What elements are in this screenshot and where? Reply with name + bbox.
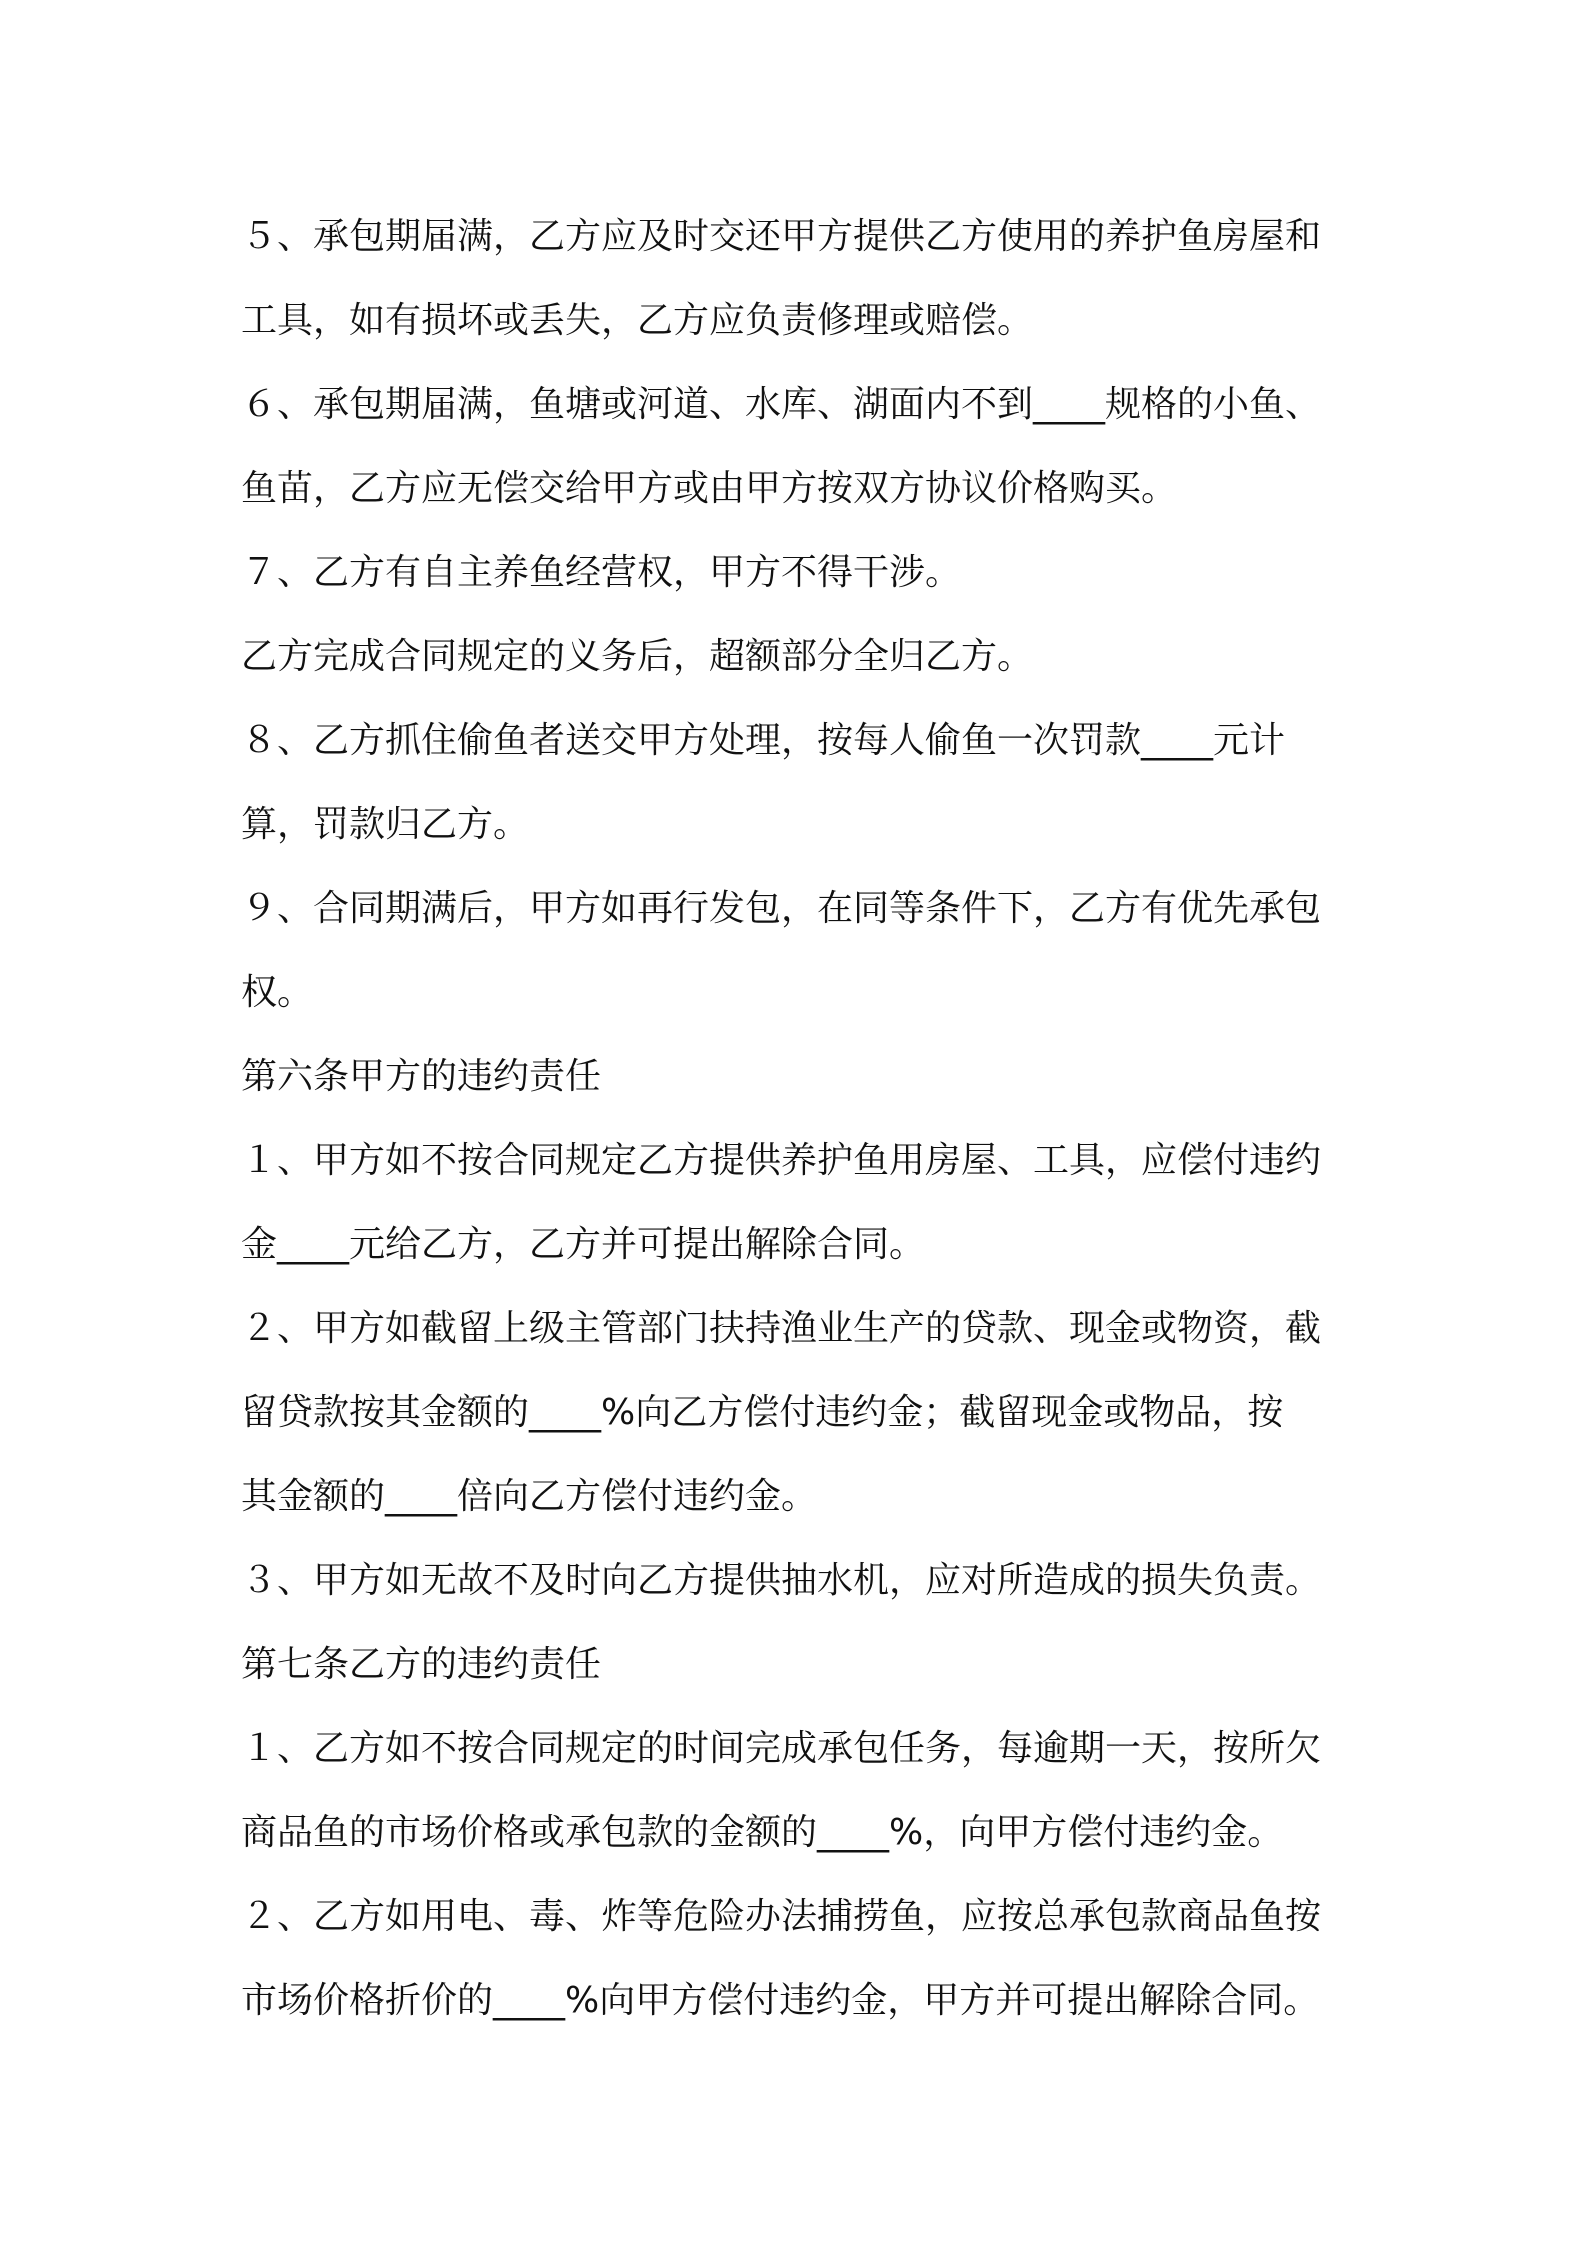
text-line: ７、乙方有自主养鱼经营权，甲方不得干涉。 <box>241 552 962 593</box>
text-line: ３、甲方如无故不及时向乙方提供抽水机，应对所造成的损失负责。 <box>241 1560 1322 1601</box>
text-line: 鱼苗，乙方应无偿交给甲方或由甲方按双方协议价格购买。 <box>241 468 1178 509</box>
text-line: 留贷款按其金额的____%向乙方偿付违约金；截留现金或物品，按 <box>241 1392 1284 1433</box>
text-line: 乙方完成合同规定的义务后，超额部分全归乙方。 <box>241 636 1034 677</box>
text-line: １、甲方如不按合同规定乙方提供养护鱼用房屋、工具，应偿付违约 <box>241 1140 1322 1181</box>
contract-text <box>241 195 1361 2043</box>
text-line: ９、合同期满后，甲方如再行发包，在同等条件下，乙方有优先承包 <box>241 888 1322 929</box>
text-line: 金____元给乙方，乙方并可提出解除合同。 <box>241 1224 926 1265</box>
text-line: 市场价格折价的____%向甲方偿付违约金，甲方并可提出解除合同。 <box>241 1980 1320 2021</box>
text-line: ５、承包期届满，乙方应及时交还甲方提供乙方使用的养护鱼房屋和 <box>241 216 1322 257</box>
text-line: 工具，如有损坏或丢失，乙方应负责修理或赔偿。 <box>241 300 1034 341</box>
text-line: 其金额的____倍向乙方偿付违约金。 <box>241 1476 818 1517</box>
text-line: 商品鱼的市场价格或承包款的金额的____%，向甲方偿付违约金。 <box>241 1812 1284 1853</box>
text-line: 算，罚款归乙方。 <box>241 804 530 845</box>
text-line: １、乙方如不按合同规定的时间完成承包任务，每逾期一天，按所欠 <box>241 1728 1322 1769</box>
section-heading: 第七条乙方的违约责任 <box>241 1644 602 1685</box>
text-line: ６、承包期届满，鱼塘或河道、水库、湖面内不到____规格的小鱼、 <box>241 384 1322 425</box>
text-line: ８、乙方抓住偷鱼者送交甲方处理，按每人偷鱼一次罚款____元计 <box>241 720 1286 761</box>
text-line: ２、甲方如截留上级主管部门扶持渔业生产的贷款、现金或物资，截 <box>241 1308 1322 1349</box>
text-line: ２、乙方如用电、毒、炸等危险办法捕捞鱼，应按总承包款商品鱼按 <box>241 1896 1322 1937</box>
text-line: 权。 <box>241 972 314 1013</box>
section-heading: 第六条甲方的违约责任 <box>241 1056 602 1097</box>
